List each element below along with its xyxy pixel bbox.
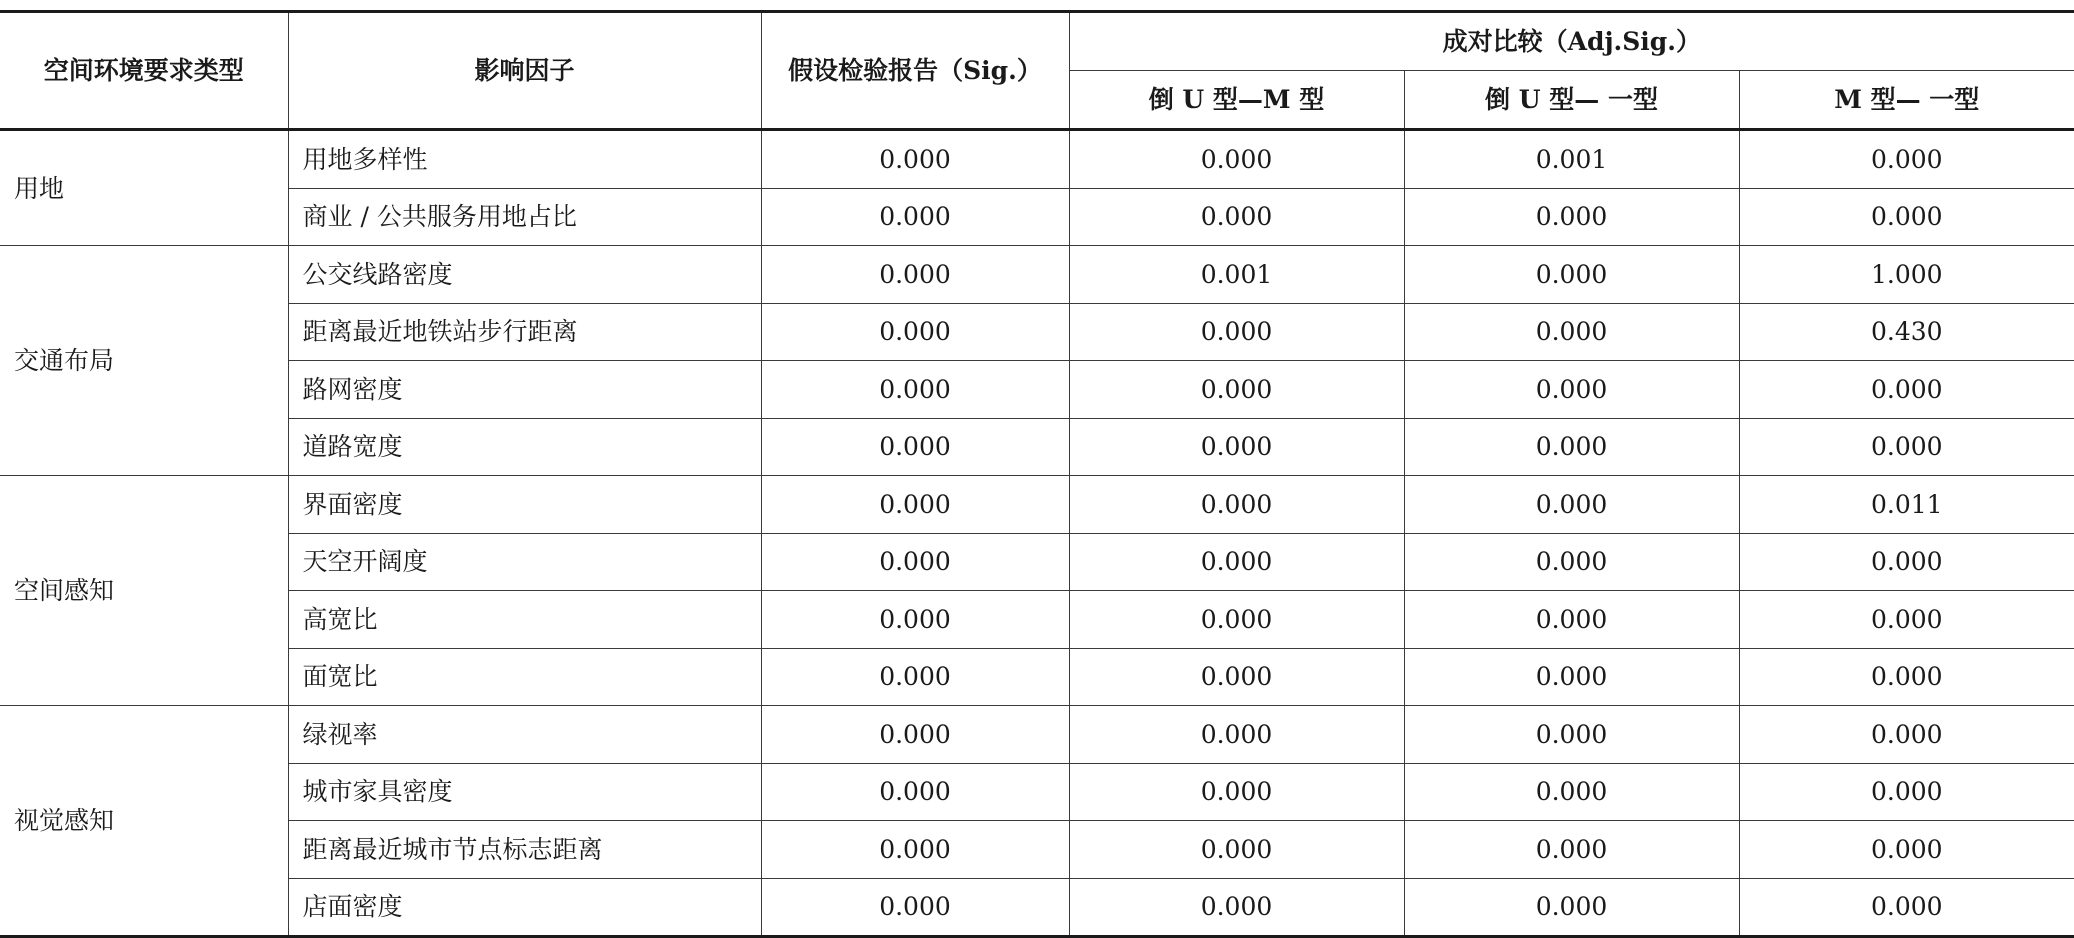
category-cell: 空间感知 (0, 476, 288, 706)
header-pair-a: 倒 U 型—M 型 (1069, 71, 1404, 130)
pair-a-cell: 0.000 (1069, 821, 1404, 879)
pair-c-cell: 0.000 (1739, 361, 2074, 419)
pair-a-cell: 0.000 (1069, 188, 1404, 246)
pair-b-cell: 0.001 (1404, 130, 1739, 189)
category-cell: 用地 (0, 130, 288, 246)
category-cell: 交通布局 (0, 246, 288, 476)
pair-a-cell: 0.000 (1069, 591, 1404, 649)
pair-c-cell: 0.000 (1739, 188, 2074, 246)
table-row (0, 303, 2074, 361)
pair-c-cell: 0.000 (1739, 763, 2074, 821)
sig-cell: 0.000 (761, 706, 1069, 764)
factor-cell: 用地多样性 (288, 130, 761, 189)
table-row (0, 763, 2074, 821)
header-category: 空间环境要求类型 (0, 12, 288, 130)
header-pair-b: 倒 U 型— 一型 (1404, 71, 1739, 130)
sig-cell: 0.000 (761, 763, 1069, 821)
sig-cell: 0.000 (761, 648, 1069, 706)
pair-b-cell: 0.000 (1404, 361, 1739, 419)
factor-cell: 距离最近地铁站步行距离 (288, 303, 761, 361)
factor-cell: 城市家具密度 (288, 763, 761, 821)
table-row (0, 591, 2074, 649)
pair-a-cell: 0.000 (1069, 418, 1404, 476)
sig-cell: 0.000 (761, 246, 1069, 304)
pair-c-cell: 0.011 (1739, 476, 2074, 534)
pair-a-cell: 0.000 (1069, 303, 1404, 361)
table-body (0, 130, 2074, 937)
pair-b-cell: 0.000 (1404, 706, 1739, 764)
pair-a-cell: 0.000 (1069, 476, 1404, 534)
factor-cell: 天空开阔度 (288, 533, 761, 591)
pair-c-cell: 0.000 (1739, 591, 2074, 649)
table-row (0, 130, 2074, 189)
table-row (0, 706, 2074, 764)
pair-b-cell: 0.000 (1404, 763, 1739, 821)
factor-cell: 界面密度 (288, 476, 761, 534)
pair-b-cell: 0.000 (1404, 476, 1739, 534)
pair-c-cell: 0.000 (1739, 706, 2074, 764)
table-row (0, 361, 2074, 419)
table-row (0, 648, 2074, 706)
pair-a-cell: 0.000 (1069, 361, 1404, 419)
pair-b-cell: 0.000 (1404, 246, 1739, 304)
pair-a-cell: 0.000 (1069, 763, 1404, 821)
factor-cell: 路网密度 (288, 361, 761, 419)
sig-cell: 0.000 (761, 878, 1069, 937)
pair-a-cell: 0.000 (1069, 533, 1404, 591)
pair-a-cell: 0.000 (1069, 706, 1404, 764)
factor-cell: 距离最近城市节点标志距离 (288, 821, 761, 879)
pair-c-cell: 0.000 (1739, 648, 2074, 706)
significance-table (0, 10, 2074, 938)
factor-cell: 高宽比 (288, 591, 761, 649)
table-row (0, 821, 2074, 879)
sig-cell: 0.000 (761, 303, 1069, 361)
pair-b-cell: 0.000 (1404, 648, 1739, 706)
pair-b-cell: 0.000 (1404, 878, 1739, 937)
pair-c-cell: 0.000 (1739, 130, 2074, 189)
table-row (0, 533, 2074, 591)
table-row (0, 188, 2074, 246)
pair-b-cell: 0.000 (1404, 303, 1739, 361)
factor-cell: 店面密度 (288, 878, 761, 937)
factor-cell: 面宽比 (288, 648, 761, 706)
pair-c-cell: 0.000 (1739, 533, 2074, 591)
pair-c-cell: 0.000 (1739, 418, 2074, 476)
pair-a-cell: 0.001 (1069, 246, 1404, 304)
pair-b-cell: 0.000 (1404, 188, 1739, 246)
factor-cell: 商业 / 公共服务用地占比 (288, 188, 761, 246)
pair-a-cell: 0.000 (1069, 878, 1404, 937)
pair-b-cell: 0.000 (1404, 821, 1739, 879)
header-sig: 假设检验报告（Sig.） (761, 12, 1069, 130)
pair-a-cell: 0.000 (1069, 130, 1404, 189)
table-header (0, 12, 2074, 130)
factor-cell: 绿视率 (288, 706, 761, 764)
sig-cell: 0.000 (761, 476, 1069, 534)
sig-cell: 0.000 (761, 188, 1069, 246)
factor-cell: 道路宽度 (288, 418, 761, 476)
table-row (0, 418, 2074, 476)
category-cell: 视觉感知 (0, 706, 288, 937)
sig-cell: 0.000 (761, 821, 1069, 879)
pair-c-cell: 0.430 (1739, 303, 2074, 361)
pair-b-cell: 0.000 (1404, 591, 1739, 649)
table-row (0, 246, 2074, 304)
pair-b-cell: 0.000 (1404, 533, 1739, 591)
header-pair-c: M 型— 一型 (1834, 85, 1980, 114)
sig-cell: 0.000 (761, 533, 1069, 591)
factor-cell: 公交线路密度 (288, 246, 761, 304)
significance-table-container (0, 10, 2074, 938)
sig-cell: 0.000 (761, 591, 1069, 649)
table-row (0, 476, 2074, 534)
pair-c-cell: 0.000 (1739, 821, 2074, 879)
pair-a-cell: 0.000 (1069, 648, 1404, 706)
pair-c-cell: 1.000 (1739, 246, 2074, 304)
table-row (0, 878, 2074, 937)
sig-cell: 0.000 (761, 361, 1069, 419)
header-factor: 影响因子 (288, 12, 761, 130)
pair-b-cell: 0.000 (1404, 418, 1739, 476)
sig-cell: 0.000 (761, 418, 1069, 476)
pair-c-cell: 0.000 (1739, 878, 2074, 937)
sig-cell: 0.000 (761, 130, 1069, 189)
header-pairwise: 成对比较（Adj.Sig.） (1069, 12, 2074, 71)
